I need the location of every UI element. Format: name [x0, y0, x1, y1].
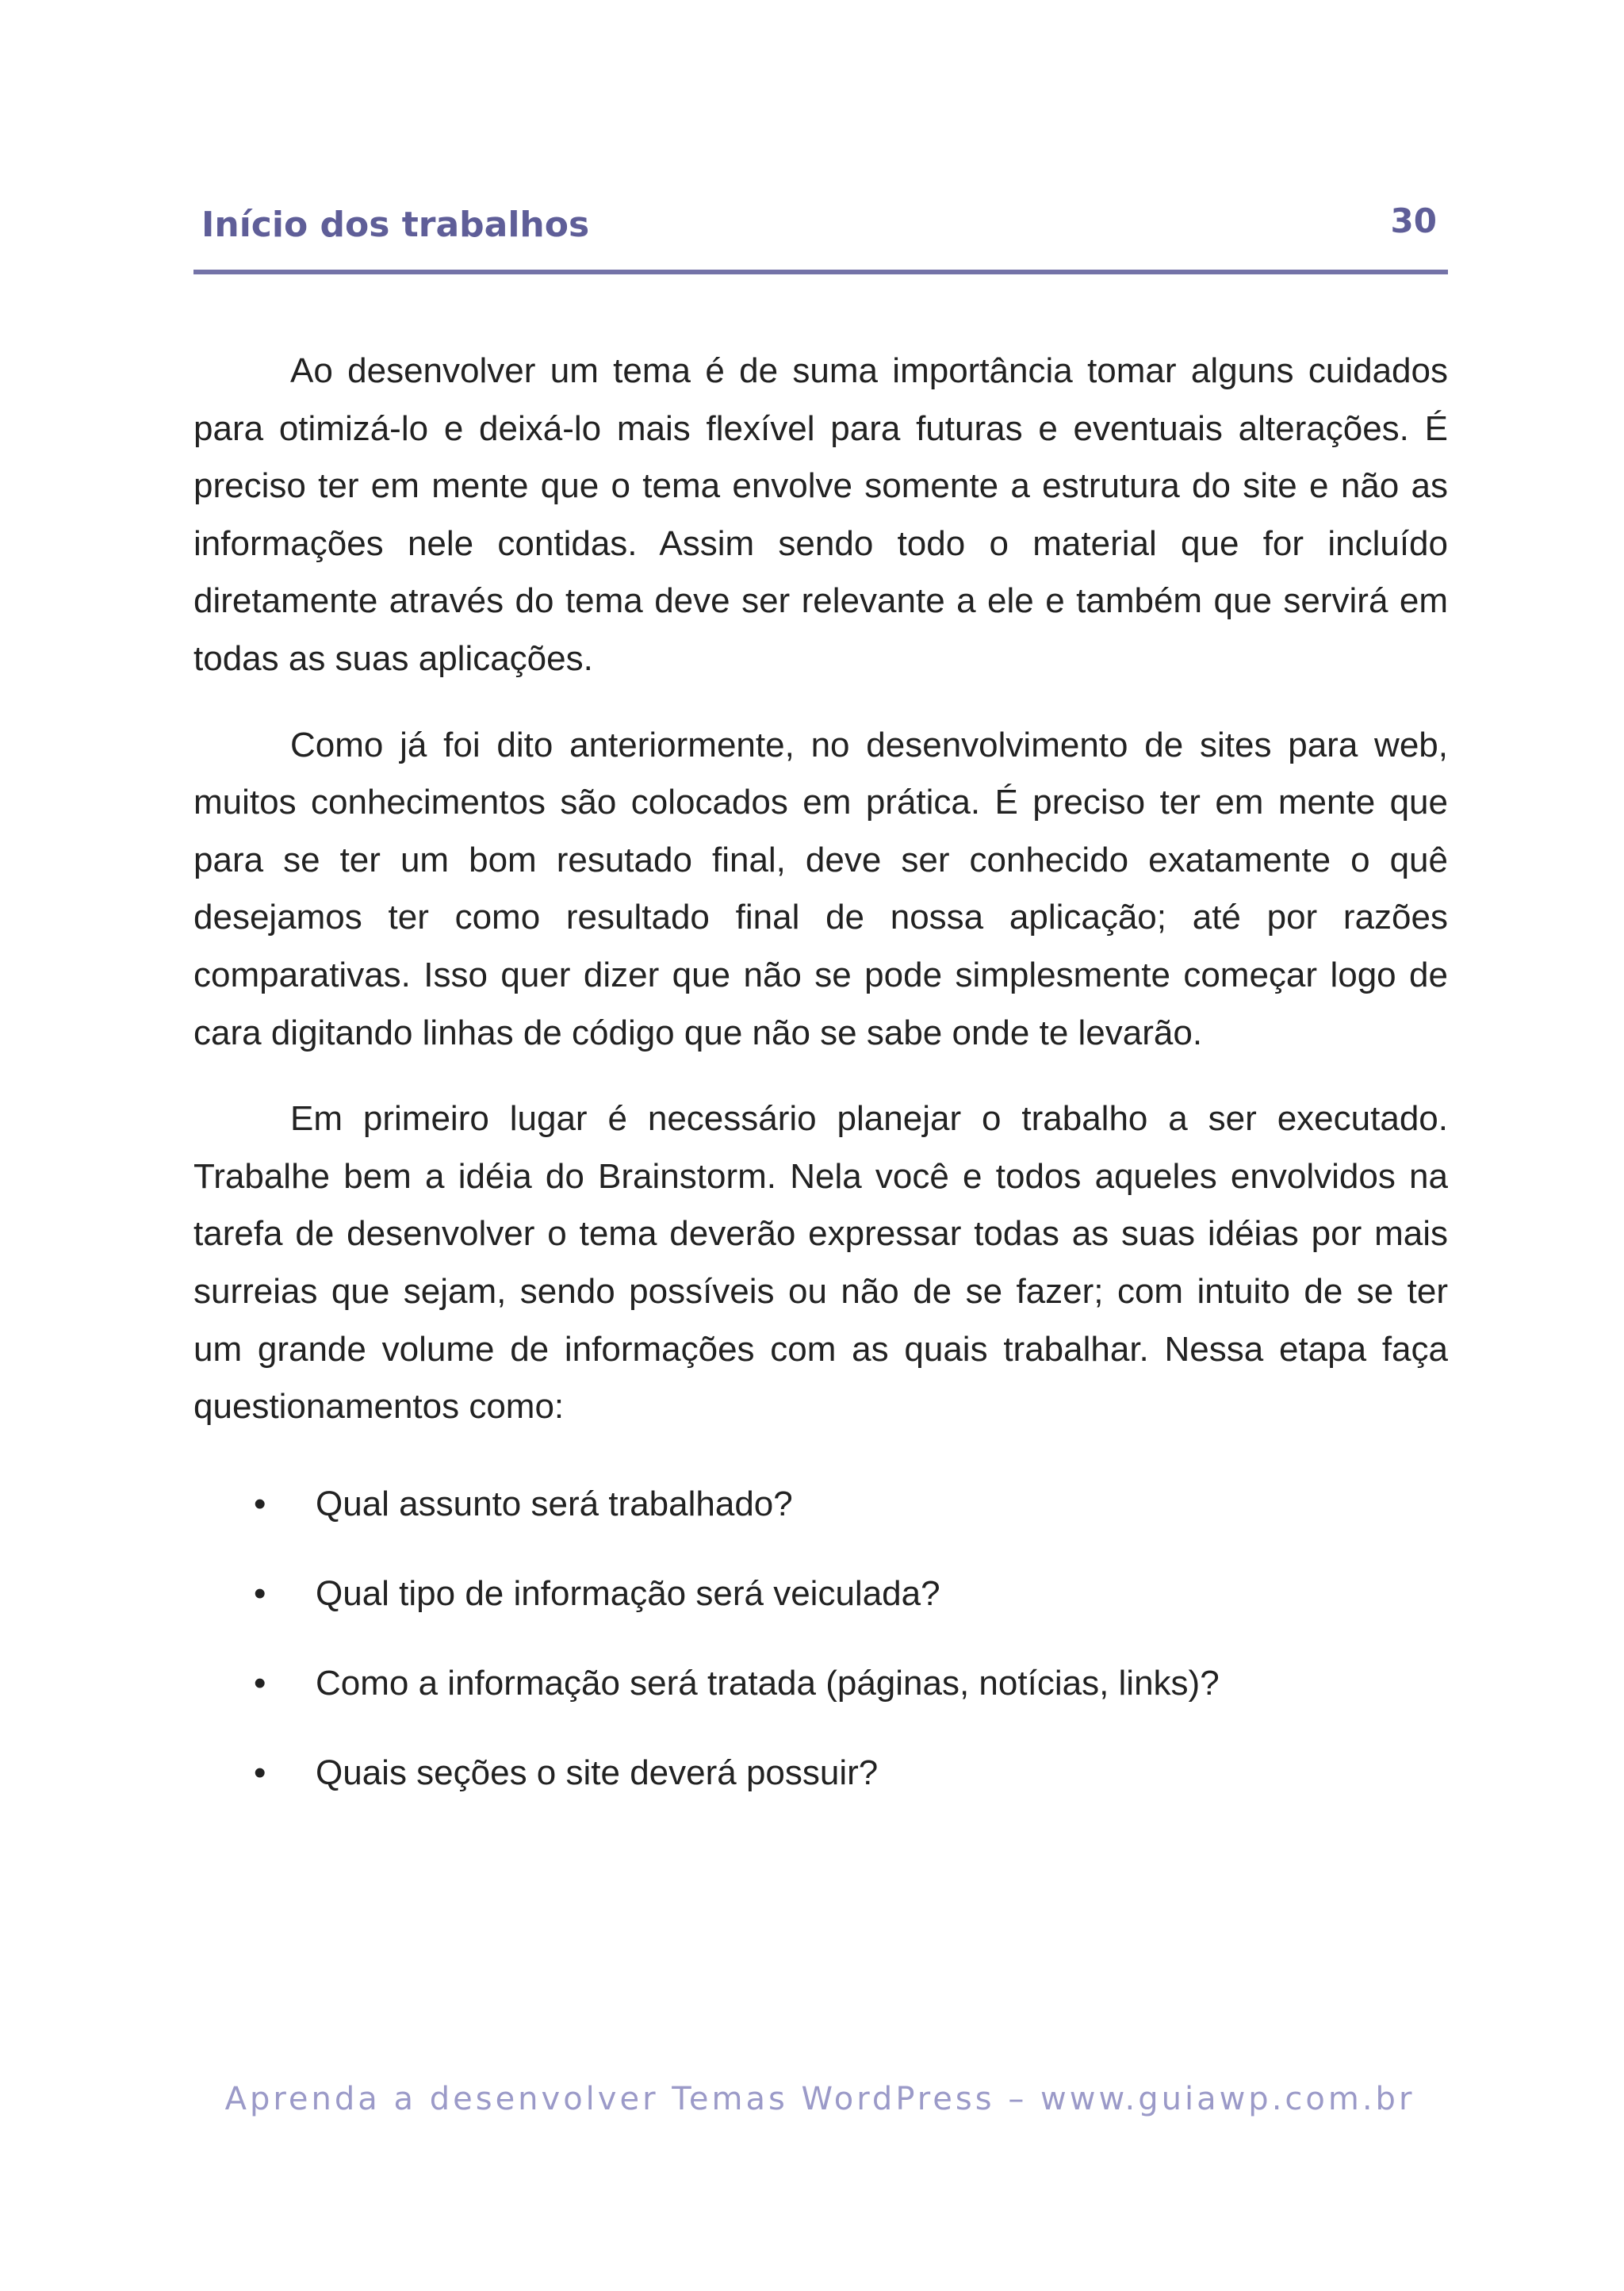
paragraph-3: Em primeiro lugar é necessário planejar o trabalho a ser executado. Trabalhe bem a idéia do Brainstorm. Nela você e todos aqueles envolvidos na tarefa de desenvolver o tema deverão expressar todas as suas idéias por mais surreias que sejam, sendo possíveis ou não de se fazer; com intuito de se ter um grande volume de informações com as quais trabalhar. Nessa etapa faça questionamentos como:: [193, 1099, 1448, 1427]
list-item-text: Quais seções o site deverá possuir?: [316, 1753, 879, 1792]
list-item: [193, 1751, 1448, 1795]
list-item-text: Qual assunto será trabalhado?: [316, 1484, 793, 1523]
main-content: [193, 343, 1448, 1841]
page-header: [193, 200, 1448, 271]
footer-text: Aprenda a desenvolver Temas WordPress – www.guiawp.com.br: [224, 2081, 1415, 2117]
list-item-text: Qual tipo de informação será veiculada?: [316, 1573, 940, 1613]
header-divider: [193, 270, 1448, 274]
bullet-icon: •: [254, 1573, 266, 1613]
list-item: [193, 1482, 1448, 1527]
page-number: 30: [1390, 201, 1437, 240]
bullet-icon: •: [254, 1484, 266, 1523]
bullet-icon: •: [254, 1663, 266, 1703]
chapter-title: Início dos trabalhos: [201, 205, 590, 245]
bullet-icon: •: [254, 1753, 266, 1792]
paragraph-1: Ao desenvolver um tema é de suma importância tomar alguns cuidados para otimizá-lo e deixá-lo mais flexível para futuras e eventuais alterações. É preciso ter em mente que o tema envolve somente a estrutura do site e não as informações nele contidas. Assim sendo todo o material que for incluído diretamente através do tema deve ser relevante a ele e também que servirá em todas as suas aplicações.: [193, 351, 1448, 678]
list-item-text: Como a informação será tratada (páginas, notícias, links)?: [316, 1663, 1220, 1703]
paragraph-2: Como já foi dito anteriormente, no desenvolvimento de sites para web, muitos conhecimentos são colocados em prática. É preciso ter em mente que para se ter um bom resutado final, deve ser conhecido exatamente o quê desejamos ter como resultado final de nossa aplicação; até por razões comparativas. Isso quer dizer que não se pode simplesmente começar logo de cara digitando linhas de código que não se sabe onde te levarão.: [193, 725, 1448, 1052]
page-footer: [0, 2081, 1624, 2117]
list-item: [193, 1661, 1448, 1706]
question-list: [193, 1482, 1448, 1795]
list-item: [193, 1572, 1448, 1616]
